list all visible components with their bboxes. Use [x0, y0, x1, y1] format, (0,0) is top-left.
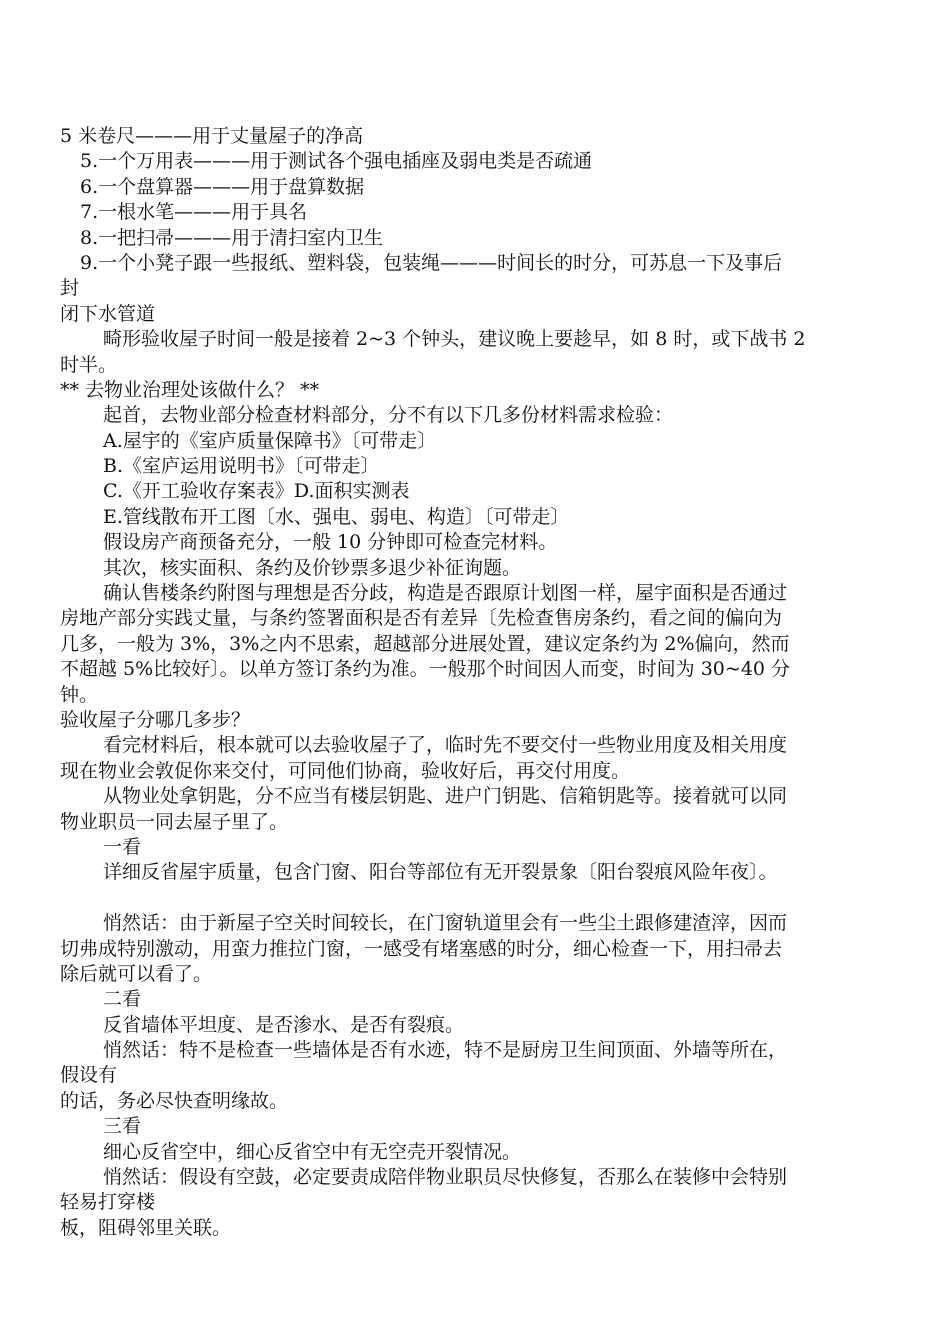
text-line: 悄然话：假设有空鼓，必定要责成陪伴物业职员尽快修复，否那么在装修中会特别 — [103, 1166, 788, 1189]
text-line: 看完材料后，根本就可以去验收屋子了，临时先不要交付一些物业用度及相关用度 — [103, 734, 788, 757]
section-heading: 验收屋子分哪几多步？ — [60, 708, 251, 731]
text-line: 其次，核实面积、条约及价钞票多退少补征询题。 — [103, 556, 522, 579]
text-line: 除后就可以看了。 — [60, 962, 213, 985]
text-line: 几多，一般为 3%，3%之内不思索，超越部分进展处置，建议定条约为 2%偏向，然而 — [60, 632, 790, 655]
text-line: 假设房产商预备充分，一般 10 分钟即可检查完材料。 — [103, 531, 558, 554]
text-line: 7.一根水笔———用于具名 — [80, 201, 308, 224]
section-heading: ** 去物业治理处该做什么？ ** — [60, 378, 320, 401]
text-line: E.管线散布开工图〔水、强电、弱电、构造〕〔可带走〕 — [103, 505, 570, 528]
text-line: 封 — [60, 277, 80, 300]
text-line: 确认售楼条约附图与理想是否分歧，构造是否跟原计划图一样，屋宇面积是否通过 — [103, 582, 788, 605]
blank-line — [60, 886, 920, 911]
text-line: 详细反省屋宇质量，包含门窗、阳台等部位有无开裂景象〔阳台裂痕风险年夜〕。 — [103, 861, 778, 884]
text-line: C.《开工验收存案表》D.面积实测表 — [103, 480, 410, 503]
text-line: 物业职员一同去屋子里了。 — [60, 810, 289, 833]
text-line: 轻易打穿楼 — [60, 1191, 156, 1214]
text-line: 板，阻碍邻里关联。 — [60, 1216, 232, 1239]
text-line: 现在物业会敦促你来交付，可同他们协商，验收好后，再交付用度。 — [60, 759, 631, 782]
text-line: 从物业处拿钥匙，分不应当有楼层钥匙、进户门钥匙、信箱钥匙等。接着就可以同 — [103, 785, 788, 808]
text-line: 细心反省空中，细心反省空中有无空壳开裂情况。 — [103, 1140, 522, 1163]
text-line: 钟。 — [60, 683, 99, 706]
text-line: 假设有 — [60, 1064, 118, 1087]
text-line: 6.一个盘算器———用于盘算数据 — [80, 175, 365, 198]
text-line: 房地产部分实践丈量，与条约签署面积是否有差异〔先检查售房条约，看之间的偏向为 — [60, 607, 783, 630]
text-line: 切弗成特别激动，用蛮力推拉门窗，一感受有堵塞感的时分，细心检查一下，用扫帚去 — [60, 937, 783, 960]
subheading: 三看 — [103, 1115, 142, 1138]
text-line: 悄然话：特不是检查一些墙体是否有水迹，特不是厨房卫生间顶面、外墙等所在， — [103, 1039, 788, 1062]
text-line: B.《室庐运用说明书》〔可带走〕 — [103, 455, 380, 478]
text-line: 畸形验收屋子时间一般是接着 2~3 个钟头，建议晚上要趁早，如 8 时，或下战书 2 — [103, 328, 806, 351]
text-line: 反省墙体平坦度、是否渗水、是否有裂痕。 — [103, 1013, 465, 1036]
text-line: 8.一把扫帚———用于清扫室内卫生 — [80, 226, 384, 249]
document-body — [60, 124, 920, 1241]
text-line: 不超越 5%比较好〕。以单方签订条约为准。一般那个时间因人而变，时间为 30~40 分 — [60, 658, 791, 681]
text-line: A.屋宇的《室庐质量保障书》〔可带走〕 — [103, 429, 437, 452]
text-line: 5.一个万用表———用于测试各个强电插座及弱电类是否疏通 — [80, 150, 593, 173]
text-line: 时半。 — [60, 353, 118, 376]
text-line: 5 米卷尺———用于丈量屋子的净高 — [60, 125, 364, 147]
text-line: 9.一个小凳子跟一些报纸、塑料袋，包装绳———时间长的时分，可苏息一下及事后 — [80, 251, 783, 274]
subheading: 一看 — [103, 835, 142, 858]
subheading: 二看 — [103, 988, 142, 1011]
text-line: 悄然话：由于新屋子空关时间较长，在门窗轨道里会有一些尘土跟修建渣滓，因而 — [103, 912, 788, 935]
text-line: 闭下水管道 — [60, 302, 156, 325]
text-line: 起首，去物业部分检查材料部分，分不有以下几多份材料需求检验： — [103, 404, 674, 427]
text-line: 的话，务必尽快查明缘故。 — [60, 1089, 289, 1112]
